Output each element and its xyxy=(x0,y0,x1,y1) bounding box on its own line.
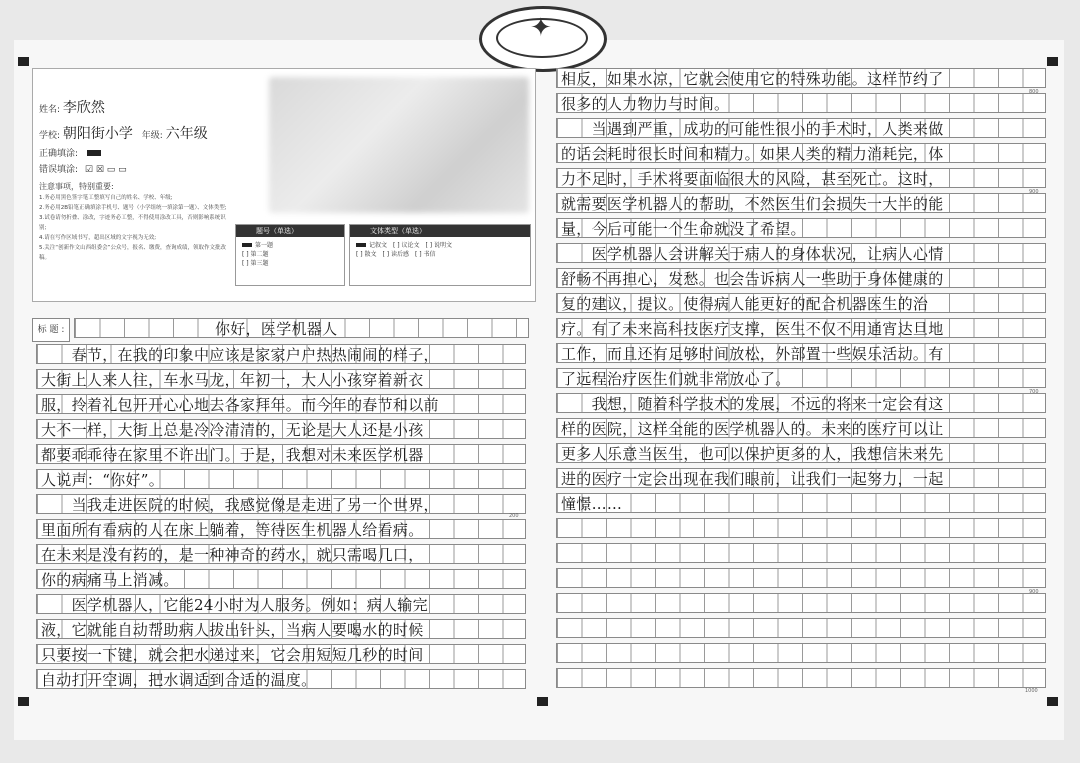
registration-mark xyxy=(1047,57,1058,66)
school-label: 学校: xyxy=(39,131,61,141)
genre-box-title: 文体类型（单选） xyxy=(350,225,530,237)
note-item: 4.请在写作区域书写，超出区域的文字视为无效; xyxy=(39,235,157,241)
handwritten-line: 人说声：“你好”。 xyxy=(41,471,165,489)
grid-row xyxy=(556,318,1046,338)
grid-row xyxy=(556,568,1046,588)
grid-row xyxy=(36,594,526,614)
handwritten-line: 当遇到严重，成功的可能性很小的手术时，人类来做 xyxy=(561,120,944,138)
note-item: 3.试卷请勿折叠、涂改，字迹务必工整，不得使用涂改工具，否则影响系统识别; xyxy=(39,215,226,231)
grid-row xyxy=(556,518,1046,538)
registration-mark xyxy=(18,697,29,706)
grid-row xyxy=(36,494,526,514)
grid-row xyxy=(556,118,1046,138)
word-count-tick: 900 xyxy=(1029,189,1039,195)
grid-row xyxy=(556,393,1046,413)
handwritten-line: 我想，随着科学技术的发展，不远的将来一定会有这 xyxy=(561,395,944,413)
handwritten-line: 在未来是没有药的，是一种神奇的药水，就只需喝几口， xyxy=(41,546,424,564)
school-value: 朝阳街小学 xyxy=(62,126,133,142)
word-count-tick: 1000 xyxy=(1025,688,1038,694)
correct-fill-sample xyxy=(87,150,101,156)
grade-label: 年级: xyxy=(141,131,163,141)
handwritten-line: 工作，而且还有足够时间放松，外部置一些娱乐活动。有 xyxy=(561,345,944,363)
grid-row xyxy=(36,444,526,464)
wrong-fill-label: 错误填涂: xyxy=(39,165,79,175)
grid-row xyxy=(556,243,1046,263)
grid-row xyxy=(556,643,1046,663)
handwritten-line: 量，今后可能一个生命就没了希望。 xyxy=(561,220,806,238)
handwritten-line: 复的建议，提议。使得病人能更好的配合机器医生的治 xyxy=(561,295,929,313)
note-item: 5.关注“创新作文山西组委会”公众号，报名、缴费，查询成绩，领取作文批改稿。 xyxy=(39,245,226,261)
handwritten-line: 你的病痛马上消减。 xyxy=(41,571,179,589)
grid-row xyxy=(36,394,526,414)
handwritten-line: 都要乖乖待在家里不许出门。于是，我想对未来医学机器 xyxy=(41,446,424,464)
emblem-logo: ✦ xyxy=(479,6,607,72)
handwritten-line: 了远程治疗医生们就非常放心了。 xyxy=(561,370,791,388)
grid-row xyxy=(36,369,526,389)
question-box-title: 题号（单选） xyxy=(236,225,344,237)
grid-row xyxy=(556,668,1046,688)
notes-section xyxy=(39,181,229,263)
name-value: 李欣然 xyxy=(62,100,105,116)
registration-mark xyxy=(537,697,548,706)
registration-mark xyxy=(18,57,29,66)
handwritten-line: 相反，如果水凉，它就会使用它的特殊功能。这样节约了 xyxy=(561,70,944,88)
grid-row xyxy=(556,493,1046,513)
note-item: 2.务必用2B铅笔正确填涂手机号、题号（小学组统一填涂第一题）、文体类型; xyxy=(39,205,227,211)
genre-option[interactable]: 散文 xyxy=(364,251,377,258)
word-count-tick: 200 xyxy=(509,513,519,519)
genre-option[interactable]: 书信 xyxy=(423,251,436,258)
note-item: 1.务必用黑色签字笔工整填写自己的姓名、学校、年级; xyxy=(39,195,173,201)
grid-row xyxy=(36,644,526,664)
notes-title: 注意事项，特别重要: xyxy=(39,182,114,191)
essay-title: 你好，医学机器人 xyxy=(215,320,338,338)
wrong-fill-samples: ☑ ☒ ▭ ▭ xyxy=(84,165,127,175)
student-info-panel xyxy=(32,68,536,302)
title-label: 标 题 : xyxy=(32,318,70,342)
grid-row xyxy=(556,418,1046,438)
grid-row xyxy=(36,669,526,689)
handwritten-line: 当我走进医院的时候，我感觉像是走进了另一个世界， xyxy=(41,496,439,514)
grid-row xyxy=(556,543,1046,563)
right-writing-grid xyxy=(556,68,1046,696)
handwritten-line: 大不一样，大街上总是冷冷清清的，无论是大人还是小孩 xyxy=(41,421,424,439)
handwritten-line: 样的医院，这样全能的医学机器人的。未来的医疗可以让 xyxy=(561,420,944,438)
handwritten-line: 只要按一下键，就会把水递过来，它会用短短几秒的时间 xyxy=(41,646,424,664)
handwritten-line: 就需要医学机器人的帮助，不然医生们会损失一大半的能 xyxy=(561,195,944,213)
handwritten-line: 憧憬…… xyxy=(561,495,623,513)
handwritten-line: 很多的人力物力与时间。 xyxy=(561,95,730,113)
grid-row xyxy=(556,343,1046,363)
word-count-tick: 800 xyxy=(1029,89,1039,95)
correct-fill-label: 正确填涂: xyxy=(39,149,79,159)
word-count-tick: 900 xyxy=(1029,589,1039,595)
genre-option[interactable]: 议论文 xyxy=(401,242,420,249)
handwritten-line: 力不足时，手术将要面临很大的风险，甚至死亡。这时， xyxy=(561,170,944,188)
grid-row xyxy=(36,544,526,564)
grid-row xyxy=(556,193,1046,213)
question-option[interactable]: 第一题 xyxy=(255,242,274,249)
genre-option[interactable]: 读后感 xyxy=(391,251,410,258)
handwritten-line: 服，拎着礼包开开心心地去各家拜年。而今年的春节和以前 xyxy=(41,396,439,414)
redacted-area xyxy=(269,77,529,213)
handwritten-line: 进的医疗一定会出现在我们眼前，让我们一起努力，一起 xyxy=(561,470,944,488)
grid-row xyxy=(556,93,1046,113)
handwritten-line: 更多人乐意当医生，也可以保护更多的人，我想信未来先 xyxy=(561,445,944,463)
handwritten-line: 春节，在我的印象中应该是家家户户热热闹闹的样子， xyxy=(41,346,439,364)
grid-row xyxy=(556,143,1046,163)
grid-row xyxy=(36,569,526,589)
genre-option[interactable]: 记叙文 xyxy=(369,242,388,249)
left-writing-grid xyxy=(36,344,526,694)
word-count-tick: 700 xyxy=(1029,389,1039,395)
grid-row xyxy=(556,468,1046,488)
grid-row xyxy=(36,419,526,439)
grid-row xyxy=(36,469,526,489)
grid-row xyxy=(556,68,1046,88)
question-select-box: 题号（单选） 第一题 [ ] 第二题 [ ] 第三题 xyxy=(235,224,345,286)
grid-row xyxy=(556,268,1046,288)
handwritten-line: 自动打开空调，把水调适到合适的温度。 xyxy=(41,671,317,689)
grid-row xyxy=(556,168,1046,188)
handwritten-line: 医学机器人，它能24小时为人服务。例如：病人输完 xyxy=(41,596,428,614)
question-option[interactable]: 第三题 xyxy=(250,260,269,267)
handwritten-line: 舒畅不再担心，发愁。也会告诉病人一些助于身体健康的 xyxy=(561,270,944,288)
grid-row xyxy=(36,619,526,639)
grid-row xyxy=(36,344,526,364)
grid-row xyxy=(556,368,1046,388)
grid-row xyxy=(556,293,1046,313)
grid-row xyxy=(556,618,1046,638)
handwritten-line: 里面所有看病的人在床上躺着，等待医生机器人给看病。 xyxy=(41,521,424,539)
grid-row xyxy=(556,593,1046,613)
handwritten-line: 医学机器人会讲解关于病人的身体状况，让病人心情 xyxy=(561,245,944,263)
genre-option[interactable]: 说明文 xyxy=(434,242,453,249)
handwritten-line: 疗。有了未来高科技医疗支撑，医生不仅不用通宵达旦地 xyxy=(561,320,944,338)
grid-row xyxy=(36,519,526,539)
grid-row xyxy=(556,443,1046,463)
genre-select-box: 文体类型（单选） 记叙文 [ ] 议论文 [ ] 说明文 [ ] 散文 [ ] 读后感 [ ] 书信 xyxy=(349,224,531,286)
handwritten-line: 液，它就能自动帮助病人拔出针头，当病人要喝水的时候 xyxy=(41,621,424,639)
grid-row xyxy=(556,218,1046,238)
handwritten-line: 的话会耗时很长时间和精力。如果人类的精力消耗完，体 xyxy=(561,145,944,163)
handwritten-line: 大街上人来人往，车水马龙，年初一，大人小孩穿着新衣 xyxy=(41,371,424,389)
question-option[interactable]: 第二题 xyxy=(250,251,269,258)
grade-value: 六年级 xyxy=(165,126,208,142)
registration-mark xyxy=(1047,697,1058,706)
name-label: 姓名: xyxy=(39,105,61,115)
